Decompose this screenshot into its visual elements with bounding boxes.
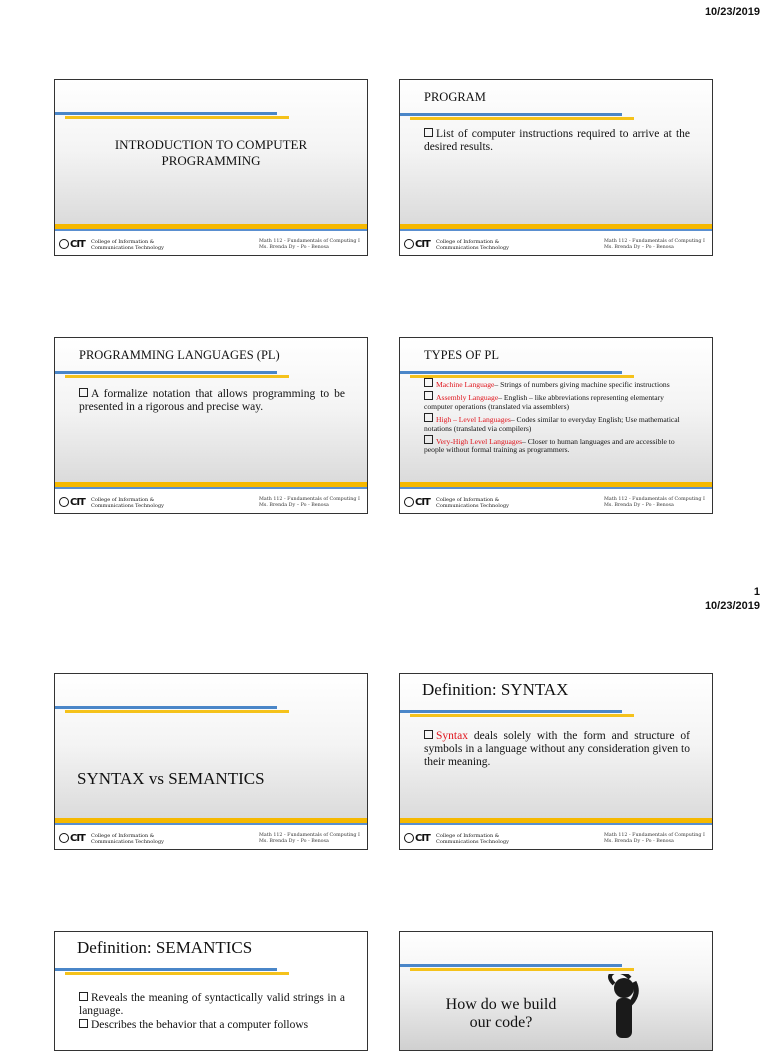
slide-footer	[400, 231, 712, 255]
college-name: College of Information & Communications Technology	[91, 833, 164, 845]
course-info: Math 112 - Fundamentals of Computing I Ms. Brenda Dy – Po - Benosa	[259, 239, 360, 250]
college-name: College of Information & Communications Technology	[91, 497, 164, 509]
slide-footer	[400, 825, 712, 849]
checkbox-bullet-icon	[79, 992, 88, 1001]
slide-title: How do we build our code?	[445, 996, 557, 1031]
accent-bar-yellow	[65, 116, 289, 119]
slide-syntax-vs-semantics	[54, 673, 368, 850]
college-logo: CIT	[59, 833, 85, 844]
list-item: High – Level Languages– Codes similar to everyday English; Use mathematical notations (translated via compilers)	[424, 415, 680, 433]
slide-intro	[54, 79, 368, 256]
slide-title: INTRODUCTION TO COMPUTER PROGRAMMING	[114, 137, 308, 168]
course-info: Math 112 - Fundamentals of Computing I Ms. Brenda Dy – Po - Benosa	[604, 497, 705, 508]
college-logo: CIT	[59, 497, 85, 508]
slide-title: PROGRAM	[424, 90, 486, 104]
slide-bullet: Describes the behavior that a computer follows	[79, 1019, 345, 1032]
list-item: Machine Language– Strings of numbers giving machine specific instructions	[424, 378, 690, 389]
slide-bullet: Reveals the meaning of syntactically valid strings in a language.	[79, 992, 345, 1017]
slide-footer	[55, 825, 367, 849]
slide-bullet: Syntax deals solely with the form and structure of symbols in a language without any consideration given to their meaning.	[424, 730, 690, 768]
course-info: Math 112 - Fundamentals of Computing I Ms. Brenda Dy – Po - Benosa	[604, 833, 705, 844]
college-logo: CIT	[404, 239, 430, 250]
list-item: Very-High Level Languages– Closer to human languages and are accessible to people without formal training as programmers.	[424, 437, 675, 455]
college-name: College of Information & Communications Technology	[91, 239, 164, 251]
slide-types-of-pl	[399, 337, 713, 514]
thinking-figure-icon	[600, 974, 650, 1044]
slide-build-code	[399, 931, 713, 1051]
slide-title: Definition: SEMANTICS	[77, 938, 253, 957]
college-logo: CIT	[404, 497, 430, 508]
page-number: 1	[753, 586, 760, 598]
list-item: Assembly Language– English – like abbreviations representing elementary computer operations (translated via assemblers)	[424, 393, 664, 411]
slide-title: Definition: SYNTAX	[422, 680, 569, 699]
slide-title: SYNTAX vs SEMANTICS	[77, 769, 265, 788]
page-date-top: 10/23/2019	[704, 6, 760, 18]
slide-definition-semantics	[54, 931, 368, 1051]
college-name: College of Information & Communications Technology	[436, 239, 509, 251]
slide-footer	[55, 231, 367, 255]
college-name: College of Information & Communications Technology	[436, 833, 509, 845]
college-logo: CIT	[404, 833, 430, 844]
accent-bar-blue	[55, 112, 277, 115]
course-info: Math 112 - Fundamentals of Computing I Ms. Brenda Dy – Po - Benosa	[259, 833, 360, 844]
page-date-mid: 10/23/2019	[704, 600, 760, 612]
slide-bullet: List of computer instructions required to arrive at the desired results.	[424, 128, 690, 153]
slide-title: TYPES OF PL	[424, 348, 500, 362]
slide-title: PROGRAMMING LANGUAGES (PL)	[79, 348, 280, 362]
checkbox-bullet-icon	[424, 730, 433, 739]
slide-bullet: A formalize notation that allows programming to be presented in a rigorous and precise way.	[79, 388, 345, 413]
pl-types-list	[424, 378, 690, 457]
checkbox-bullet-icon	[79, 388, 88, 397]
college-name: College of Information & Communications Technology	[436, 497, 509, 509]
college-logo: CIT	[59, 239, 85, 250]
slide-program	[399, 79, 713, 256]
course-info: Math 112 - Fundamentals of Computing I Ms. Brenda Dy – Po - Benosa	[604, 239, 705, 250]
slide-definition-syntax	[399, 673, 713, 850]
course-info: Math 112 - Fundamentals of Computing I Ms. Brenda Dy – Po - Benosa	[259, 497, 360, 508]
slide-footer	[55, 489, 367, 513]
checkbox-bullet-icon	[424, 128, 433, 137]
slide-programming-languages	[54, 337, 368, 514]
slide-footer	[400, 489, 712, 513]
